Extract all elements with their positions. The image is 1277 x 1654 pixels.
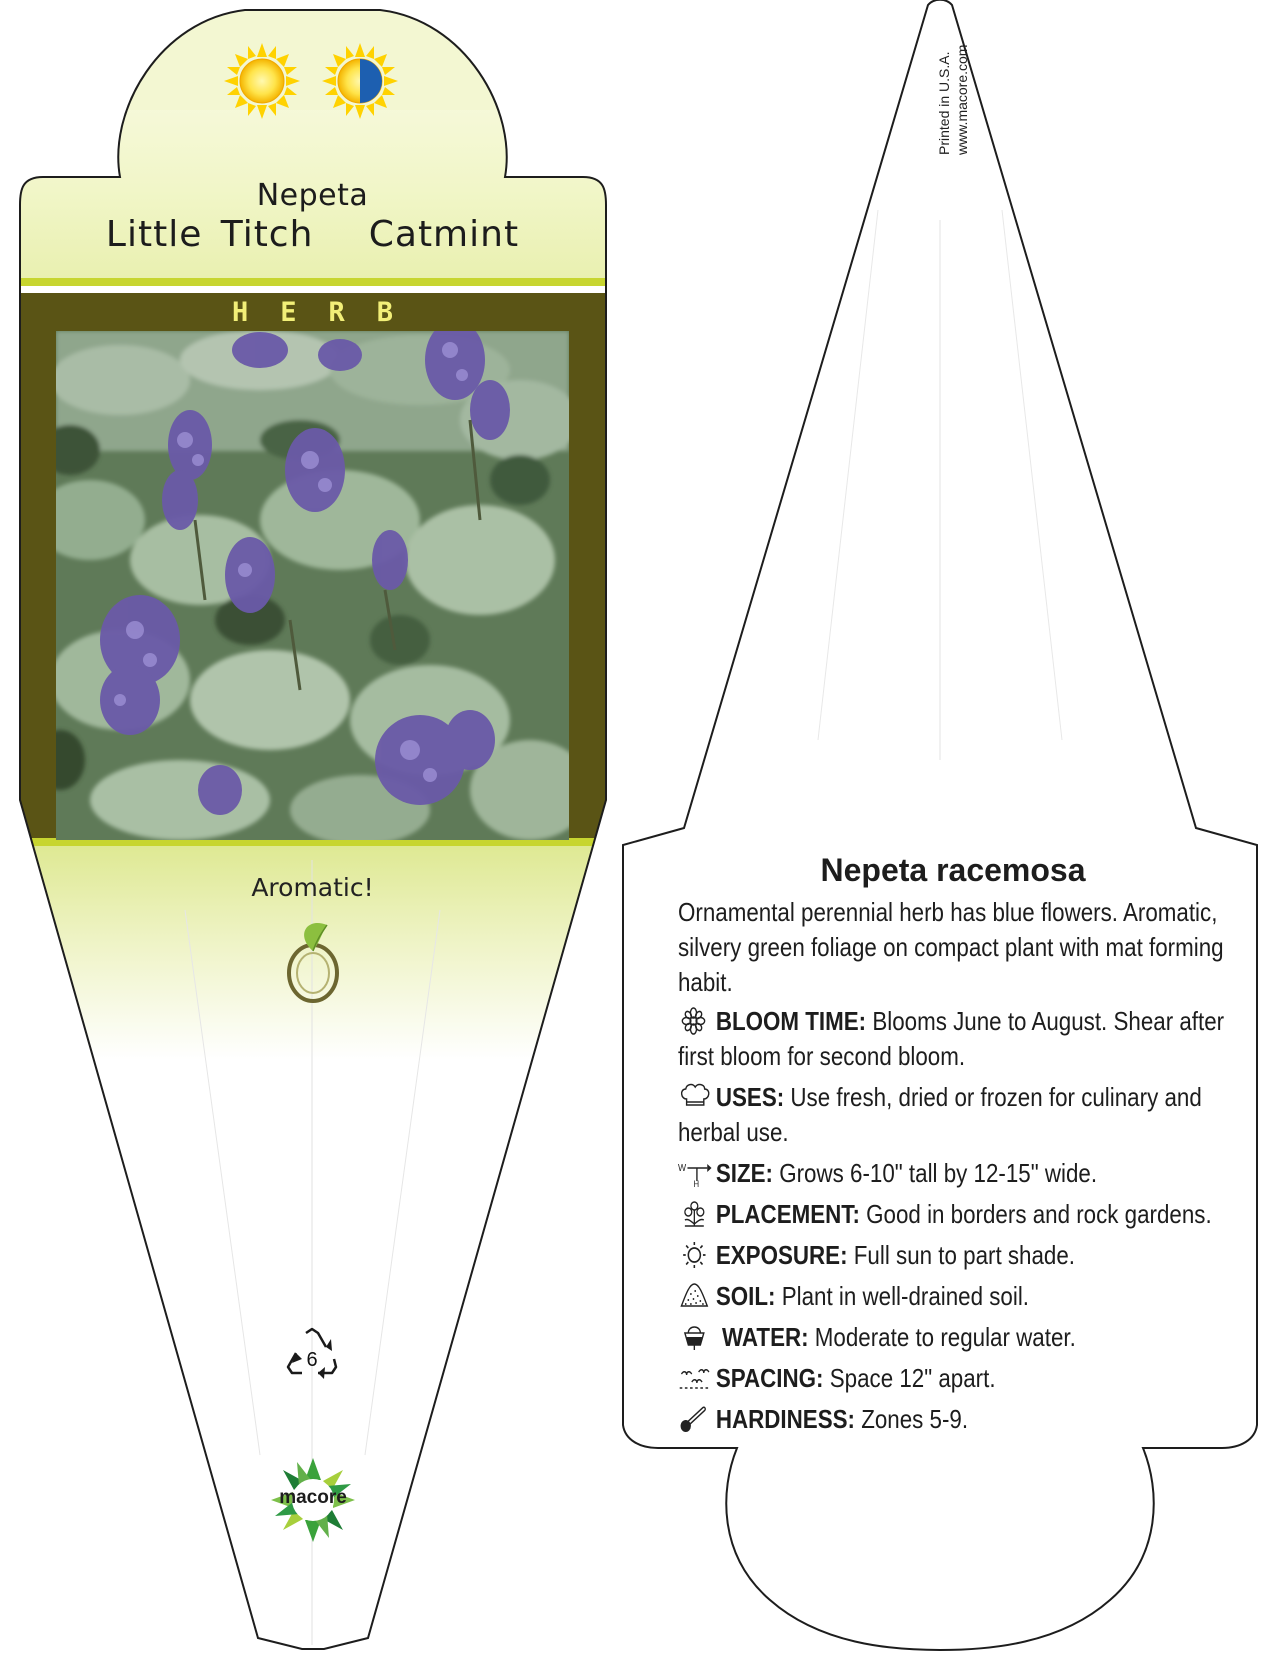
soil-pile-icon: [678, 1282, 716, 1310]
catmint-flowers-photo: [35, 320, 590, 845]
care-label: SPACING:: [715, 1363, 824, 1393]
svg-text:W: W: [678, 1162, 687, 1174]
printed-info: [935, 0, 971, 155]
thermometer-icon: [678, 1405, 716, 1433]
care-label: BLOOM TIME:: [715, 1006, 867, 1036]
care-label: PLACEMENT:: [715, 1199, 860, 1229]
care-text: Blooms June to August. Shear after first bloom for second bloom.: [678, 1006, 1225, 1071]
watering-can-icon: [678, 1323, 716, 1351]
care-text: Space 12" apart.: [823, 1363, 996, 1393]
size-arrows-icon: [678, 1159, 716, 1187]
bloom-flower-icon: [678, 1007, 716, 1035]
care-row-hardiness: [678, 1402, 1258, 1437]
website-line: www.macore.com: [954, 44, 970, 155]
care-text: Plant in well-drained soil.: [775, 1281, 1030, 1311]
care-row-exposure: [678, 1238, 1258, 1273]
care-row-spacing: [678, 1361, 1258, 1396]
care-label: SOIL:: [715, 1281, 776, 1311]
spacing-seedlings-icon: [678, 1364, 716, 1392]
care-row-bloom-time: [678, 1004, 1258, 1074]
chef-hat-icon: [678, 1083, 716, 1111]
tagline: Aromatic!: [251, 873, 374, 902]
printed-in-line: Printed in U.S.A.: [936, 51, 952, 155]
care-label: WATER:: [715, 1322, 809, 1352]
care-text: Grows 6-10" tall by 12-15" wide.: [772, 1158, 1098, 1188]
placement-plant-icon: [678, 1200, 716, 1228]
care-label: USES:: [715, 1082, 785, 1112]
care-row-water: [678, 1320, 1258, 1355]
part-shade-icon: [322, 43, 398, 119]
plant-genus: Nepeta: [256, 178, 369, 213]
full-sun-icon: [224, 43, 300, 119]
care-text: Zones 5-9.: [854, 1404, 969, 1434]
care-label: EXPOSURE:: [715, 1240, 848, 1270]
sun-outline-icon: [678, 1241, 716, 1269]
care-row-size: [678, 1156, 1258, 1191]
care-row-soil: [678, 1279, 1258, 1314]
category-label: HERB: [231, 297, 426, 328]
plant-description: Ornamental perennial herb has blue flowers. Aromatic, silvery green foliage on compact plant with mat forming habit.: [678, 897, 1224, 997]
care-row-placement: [678, 1197, 1258, 1232]
care-text: Use fresh, dried or frozen for culinary and herbal use.: [678, 1082, 1202, 1147]
svg-text:H: H: [693, 1178, 700, 1187]
recycle-number: 6: [306, 1349, 318, 1371]
care-info-panel: [678, 852, 1258, 1443]
care-label: SIZE:: [715, 1158, 773, 1188]
care-text: Moderate to regular water.: [808, 1322, 1076, 1352]
care-label: HARDINESS:: [715, 1404, 855, 1434]
scientific-name: Nepeta racemosa: [820, 852, 1086, 888]
plant-cultivar-name: Little Titch Catmint: [105, 214, 520, 255]
care-text: Good in borders and rock gardens.: [859, 1199, 1212, 1229]
care-row-uses: [678, 1080, 1258, 1150]
brand-name: macore: [279, 1487, 347, 1508]
care-text: Full sun to part shade.: [847, 1240, 1076, 1270]
